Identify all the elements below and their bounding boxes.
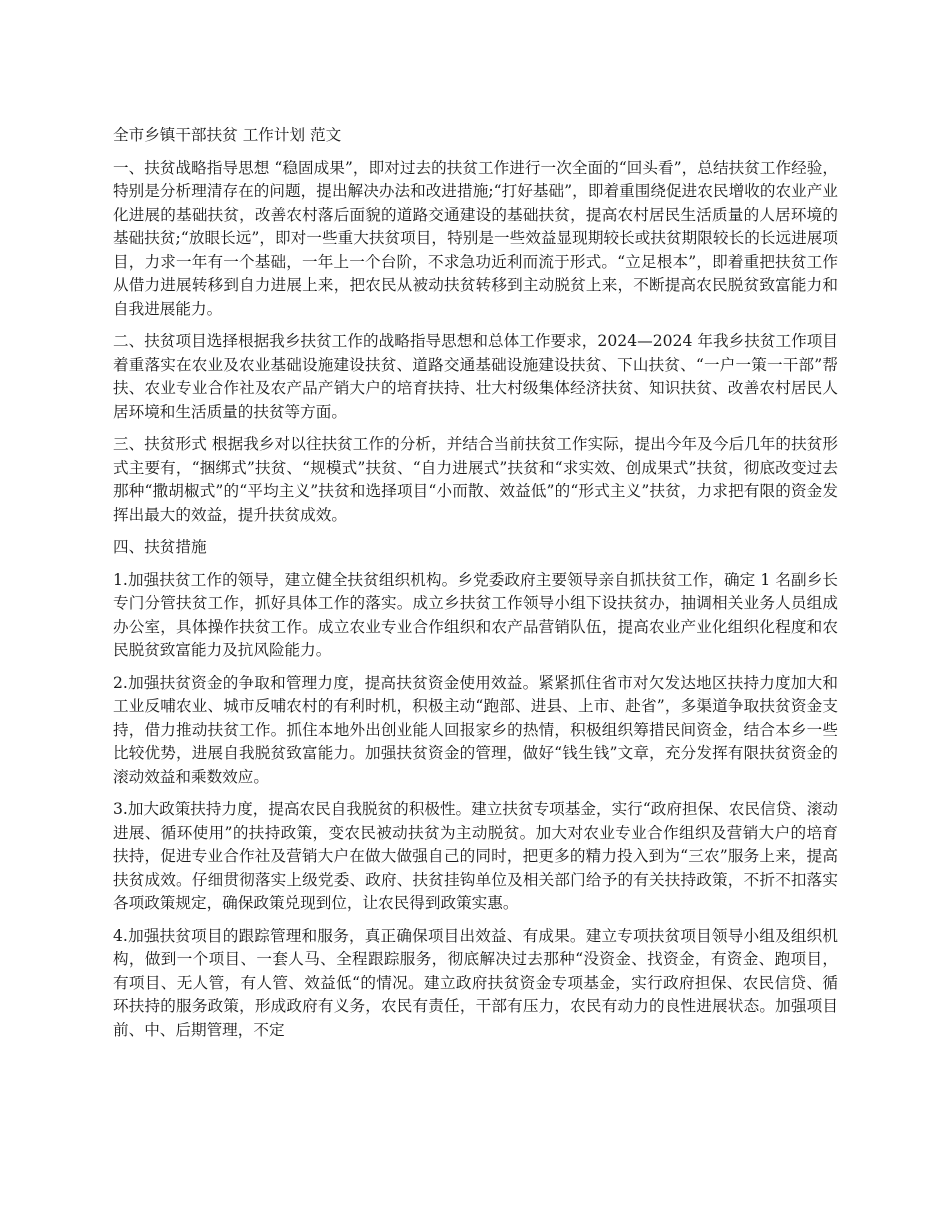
paragraph-measure-2: 2.加强扶贫资金的争取和管理力度，提高扶贫资金使用效益。紧紧抓住省市对欠发达地区扶持力度加大和工业反哺农业、城市反哺农村的有利时机，积极主动“跑部、进县、上市、赴省”，多渠道争取扶贫资金支持，借力推动扶贫工作。抓住本地外出创业能人回报家乡的热情，积极组织筹措民间资金，结合本乡一些比较优势，进展自我脱贫致富能力。加强扶贫资金的管理，做好“钱生钱”文章，充分发挥有限扶贫资金的滚动效益和乘数效应。 — [113, 673, 838, 786]
paragraph-measure-3: 3.加大政策扶持力度，提高农民自我脱贫的积极性。建立扶贫专项基金，实行“政府担保、农民信贷、滚动进展、循环使用”的扶持政策，变农民被动扶贫为主动脱贫。加大对农业专业合作组织及营销大户的培育扶持，促进专业合作社及营销大户在做大做强自己的同时，把更多的精力投入到为“三农”服务上来，提高扶贫成效。仔细贯彻落实上级党委、政府、扶贫挂钩单位及相关部门给予的有关扶持政策，不折不扣落实各项政策规定，确保政策兑现到位，让农民得到政策实惠。 — [113, 800, 838, 912]
paragraph-forms: 三、扶贫形式 根据我乡对以往扶贫工作的分析，并结合当前扶贫工作实际，提出今年及今后几年的扶贫形式主要有，“捆绑式”扶贫、“规模式”扶贫、“自力进展式”扶贫和“求实效、创成果式”扶贫，彻底改变过去那种“撒胡椒式”的“平均主义”扶贫和选择项目“小而散、效益低”的“形式主义”扶贫，力求把有限的资金发挥出最大的效益，提升扶贫成效。 — [113, 435, 838, 524]
document-page — [113, 124, 838, 1051]
paragraph-strategy: 一、扶贫战略指导思想 “稳固成果”，即对过去的扶贫工作进行一次全面的“回头看”，总结扶贫工作经验，特别是分析理清存在的问题，提出解决办法和改进措施;“打好基础”，即着重围绕促进农民增收的农业产业化进展的基础扶贫，改善农村落后面貌的道路交通建设的基础扶贫，提高农村居民生活质量的人居环境的基础扶贫;“放眼长远”，即对一些重大扶贫项目，特别是一些效益显现期较长或扶贫期限较长的长远进展项目，力求一年有一个基础，一年上一个台阶，不求急功近利而流于形式。“立足根本”，即着重把扶贫工作从借力进展转移到自力进展上来，把农民从被动扶贫转移到主动脱贫上来，不断提高农民脱贫致富能力和自我进展能力。 — [113, 158, 838, 318]
document-title: 全市乡镇干部扶贫 工作计划 范文 — [113, 126, 342, 144]
paragraph-measure-1: 1.加强扶贫工作的领导，建立健全扶贫组织机构。乡党委政府主要领导亲自抓扶贫工作，确定 1 名副乡长专门分管扶贫工作，抓好具体工作的落实。成立乡扶贫工作领导小组下设扶贫办，抽调相关业务人员组成办公室，具体操作扶贫工作。成立农业专业合作组织和农产品营销队伍，提高农业产业化组织化程度和农民脱贫致富能力及抗风险能力。 — [113, 570, 838, 659]
paragraph-project-selection: 二、扶贫项目选择根据我乡扶贫工作的战略指导思想和总体工作要求，2024—2024 年我乡扶贫工作项目着重落实在农业及农业基础设施建设扶贫、道路交通基础设施建设扶贫、下山扶贫、“一户一策一干部”帮扶、农业专业合作社及农产品产销大户的培育扶持、壮大村级集体经济扶贫、知识扶贫、改善农村居民人居环境和生活质量的扶贫等方面。 — [113, 332, 838, 421]
paragraph-measure-4: 4.加强扶贫项目的跟踪管理和服务，真正确保项目出效益、有成果。建立专项扶贫项目领导小组及组织机构，做到一个项目、一套人马、全程跟踪服务，彻底解决过去那种“没资金、找资金，有资金、跑项目，有项目、无人管，有人管、效益低“的情况。建立政府扶贫资金专项基金，实行政府担保、农民信贷、循环扶持的服务政策，形成政府有义务，农民有责任，干部有压力，农民有动力的良性进展状态。加强项目前、中、后期管理，不定 — [113, 926, 838, 1039]
paragraph-measures-heading: 四、扶贫措施 — [113, 538, 207, 556]
